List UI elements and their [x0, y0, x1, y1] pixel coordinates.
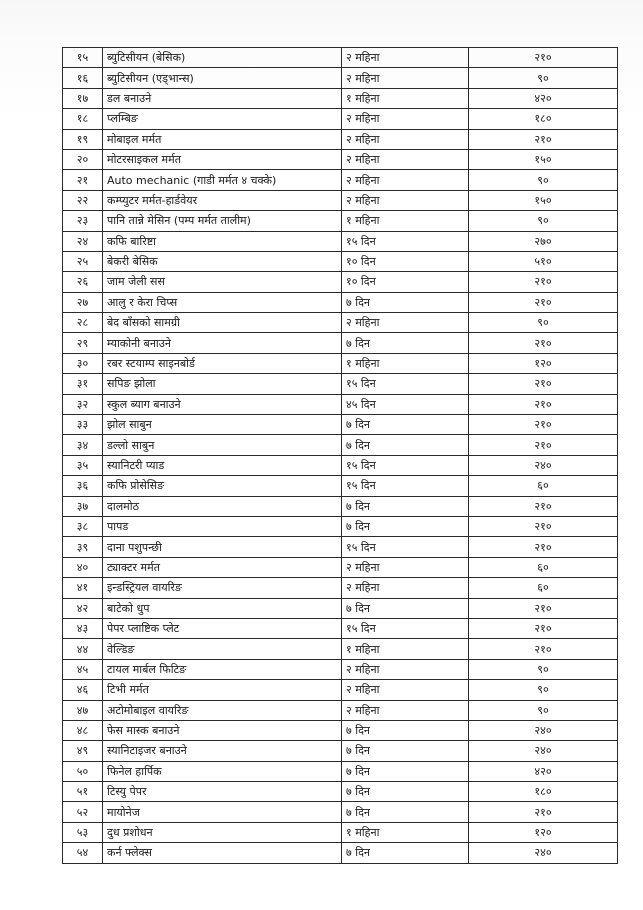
- training-cost: २१०: [469, 496, 618, 516]
- row-number: ५३: [63, 822, 103, 842]
- training-duration: १५ दिन: [342, 455, 469, 475]
- training-cost: १५०: [469, 149, 618, 169]
- table-row: [63, 700, 618, 720]
- table-row: [63, 48, 618, 68]
- training-cost: २१०: [469, 598, 618, 618]
- row-number: २३: [63, 211, 103, 231]
- table-row: [63, 272, 618, 292]
- training-name: जाम जेली सस: [103, 272, 342, 292]
- training-table: [62, 47, 618, 864]
- row-number: २५: [63, 251, 103, 271]
- training-name: कम्प्युटर मर्मत-हार्डवेयर: [103, 190, 342, 210]
- table-row: [63, 761, 618, 781]
- table-row: [63, 476, 618, 496]
- training-cost: २७०: [469, 231, 618, 251]
- training-duration: २ महिना: [342, 170, 469, 190]
- training-cost: १२०: [469, 353, 618, 373]
- training-name: ट्याक्टर मर्मत: [103, 557, 342, 577]
- row-number: १८: [63, 109, 103, 129]
- training-duration: १ महिना: [342, 353, 469, 373]
- training-duration: २ महिना: [342, 557, 469, 577]
- row-number: ४८: [63, 720, 103, 740]
- table-row: [63, 741, 618, 761]
- training-cost: १८०: [469, 109, 618, 129]
- table-row: [63, 618, 618, 638]
- training-duration: १५ दिन: [342, 231, 469, 251]
- training-name: कफि बारिष्टा: [103, 231, 342, 251]
- row-number: ४५: [63, 659, 103, 679]
- table-row: [63, 720, 618, 740]
- row-number: ३३: [63, 415, 103, 435]
- training-duration: १ महिना: [342, 822, 469, 842]
- training-cost: ९०: [469, 68, 618, 88]
- training-name: दालमोठ: [103, 496, 342, 516]
- training-name: टिस्यु पेपर: [103, 782, 342, 802]
- table-row: [63, 88, 618, 108]
- training-cost: २४०: [469, 741, 618, 761]
- training-duration: २ महिना: [342, 129, 469, 149]
- row-number: ३८: [63, 516, 103, 536]
- training-duration: ७ दिन: [342, 598, 469, 618]
- row-number: ५१: [63, 782, 103, 802]
- row-number: ४६: [63, 680, 103, 700]
- training-cost: २१०: [469, 537, 618, 557]
- training-name: ब्युटिसीयन (एड्भान्स): [103, 68, 342, 88]
- training-cost: ९०: [469, 700, 618, 720]
- training-duration: ७ दिन: [342, 435, 469, 455]
- table-row: [63, 353, 618, 373]
- table-row: [63, 598, 618, 618]
- training-cost: ६०: [469, 476, 618, 496]
- training-name: मायोनेज: [103, 802, 342, 822]
- training-cost: १५०: [469, 190, 618, 210]
- table-row: [63, 415, 618, 435]
- table-row: [63, 782, 618, 802]
- training-duration: २ महिना: [342, 190, 469, 210]
- training-name: कर्न फ्लेक्स: [103, 843, 342, 863]
- training-cost: ४२०: [469, 88, 618, 108]
- training-duration: १ महिना: [342, 639, 469, 659]
- training-cost: २१०: [469, 639, 618, 659]
- row-number: ४४: [63, 639, 103, 659]
- training-duration: ७ दिन: [342, 292, 469, 312]
- row-number: ३७: [63, 496, 103, 516]
- training-cost: २१०: [469, 333, 618, 353]
- row-number: १९: [63, 129, 103, 149]
- training-name: सपिङ झोला: [103, 374, 342, 394]
- table-row: [63, 659, 618, 679]
- table-row: [63, 170, 618, 190]
- table-row: [63, 537, 618, 557]
- training-name: मोबाइल मर्मत: [103, 129, 342, 149]
- training-name: कफि प्रोसेसिङ: [103, 476, 342, 496]
- training-cost: २१०: [469, 394, 618, 414]
- training-duration: २ महिना: [342, 578, 469, 598]
- table-row: [63, 190, 618, 210]
- training-cost: ९०: [469, 659, 618, 679]
- training-duration: २ महिना: [342, 109, 469, 129]
- table-row: [63, 394, 618, 414]
- training-name: बाटेको धुप: [103, 598, 342, 618]
- row-number: ४९: [63, 741, 103, 761]
- training-duration: २ महिना: [342, 149, 469, 169]
- training-name: मोटरसाइकल मर्मत: [103, 149, 342, 169]
- training-name: म्याकोनी बनाउने: [103, 333, 342, 353]
- training-duration: २ महिना: [342, 700, 469, 720]
- training-cost: २१०: [469, 374, 618, 394]
- training-name: दाना पशुपन्छी: [103, 537, 342, 557]
- table-row: [63, 68, 618, 88]
- row-number: ४७: [63, 700, 103, 720]
- row-number: १६: [63, 68, 103, 88]
- training-name: प्लम्बिङ: [103, 109, 342, 129]
- row-number: ४३: [63, 618, 103, 638]
- training-name: Auto mechanic (गाडी मर्मत ४ चक्के): [103, 170, 342, 190]
- table-row: [63, 149, 618, 169]
- training-cost: २१०: [469, 272, 618, 292]
- training-cost: २१०: [469, 435, 618, 455]
- training-duration: ७ दिन: [342, 333, 469, 353]
- row-number: २७: [63, 292, 103, 312]
- training-duration: १५ दिन: [342, 537, 469, 557]
- table-row: [63, 129, 618, 149]
- training-duration: २ महिना: [342, 313, 469, 333]
- row-number: ३१: [63, 374, 103, 394]
- training-cost: २१०: [469, 618, 618, 638]
- row-number: २१: [63, 170, 103, 190]
- training-duration: २ महिना: [342, 680, 469, 700]
- training-cost: २१०: [469, 516, 618, 536]
- table-row: [63, 374, 618, 394]
- training-duration: १ महिना: [342, 88, 469, 108]
- training-name: फेस मास्क बनाउने: [103, 720, 342, 740]
- training-name: स्यानिटरी प्याड: [103, 455, 342, 475]
- training-cost: २४०: [469, 455, 618, 475]
- row-number: ३२: [63, 394, 103, 414]
- training-duration: १० दिन: [342, 251, 469, 271]
- table-row: [63, 496, 618, 516]
- table-row: [63, 313, 618, 333]
- row-number: ५४: [63, 843, 103, 863]
- table-row: [63, 557, 618, 577]
- training-name: ब्युटिसीयन (बेसिक): [103, 48, 342, 68]
- training-name: बेकरी बेसिक: [103, 251, 342, 271]
- training-duration: १० दिन: [342, 272, 469, 292]
- training-name: टिभी मर्मत: [103, 680, 342, 700]
- training-cost: ९०: [469, 211, 618, 231]
- training-name: डल बनाउने: [103, 88, 342, 108]
- training-duration: ७ दिन: [342, 782, 469, 802]
- training-name: स्कुल ब्याग बनाउने: [103, 394, 342, 414]
- table-row: [63, 578, 618, 598]
- table-row: [63, 292, 618, 312]
- training-name: बेद बाँसको सामग्री: [103, 313, 342, 333]
- training-name: अटोमोबाइल वायरिङ: [103, 700, 342, 720]
- training-cost: १८०: [469, 782, 618, 802]
- row-number: ५०: [63, 761, 103, 781]
- row-number: ४२: [63, 598, 103, 618]
- training-cost: २४०: [469, 720, 618, 740]
- training-cost: २१०: [469, 415, 618, 435]
- training-duration: ७ दिन: [342, 741, 469, 761]
- training-cost: ९०: [469, 680, 618, 700]
- table-row: [63, 516, 618, 536]
- table-row: [63, 231, 618, 251]
- training-cost: ५१०: [469, 251, 618, 271]
- row-number: २०: [63, 149, 103, 169]
- training-cost: २१०: [469, 802, 618, 822]
- table-body: [63, 48, 618, 864]
- row-number: ३९: [63, 537, 103, 557]
- training-cost: ९०: [469, 313, 618, 333]
- row-number: ३६: [63, 476, 103, 496]
- training-cost: ४२०: [469, 761, 618, 781]
- training-duration: ७ दिन: [342, 516, 469, 536]
- training-name: टायल मार्बल फिटिङ: [103, 659, 342, 679]
- training-name: इन्डस्ट्रियल वायरिङ: [103, 578, 342, 598]
- table-row: [63, 455, 618, 475]
- training-cost: २१०: [469, 292, 618, 312]
- training-name: वेल्डिङ: [103, 639, 342, 659]
- training-duration: १५ दिन: [342, 374, 469, 394]
- training-name: रबर स्टयाम्प साइनबोर्ड: [103, 353, 342, 373]
- table-row: [63, 639, 618, 659]
- row-number: २८: [63, 313, 103, 333]
- table-row: [63, 822, 618, 842]
- training-cost: ६०: [469, 557, 618, 577]
- training-cost: २४०: [469, 843, 618, 863]
- table-row: [63, 680, 618, 700]
- training-name: पानि तान्ने मेसिन (पम्प मर्मत तालीम): [103, 211, 342, 231]
- row-number: २६: [63, 272, 103, 292]
- table-row: [63, 109, 618, 129]
- table-row: [63, 435, 618, 455]
- training-duration: ७ दिन: [342, 720, 469, 740]
- training-name: डल्लो साबुन: [103, 435, 342, 455]
- training-name: पेपर प्लाष्टिक प्लेट: [103, 618, 342, 638]
- training-name: दुध प्रशोधन: [103, 822, 342, 842]
- row-number: १५: [63, 48, 103, 68]
- training-cost: ९०: [469, 170, 618, 190]
- row-number: २२: [63, 190, 103, 210]
- row-number: १७: [63, 88, 103, 108]
- training-name: फिनेल हार्पिक: [103, 761, 342, 781]
- training-duration: ७ दिन: [342, 802, 469, 822]
- row-number: ४०: [63, 557, 103, 577]
- training-duration: २ महिना: [342, 68, 469, 88]
- training-cost: १२०: [469, 822, 618, 842]
- table-row: [63, 333, 618, 353]
- training-duration: २ महिना: [342, 48, 469, 68]
- table-row: [63, 843, 618, 863]
- row-number: ३०: [63, 353, 103, 373]
- training-cost: २१०: [469, 129, 618, 149]
- training-duration: ७ दिन: [342, 761, 469, 781]
- training-name: स्यानिटाइजर बनाउने: [103, 741, 342, 761]
- training-cost: २१०: [469, 48, 618, 68]
- row-number: ३५: [63, 455, 103, 475]
- training-name: आलु र केरा चिप्स: [103, 292, 342, 312]
- training-duration: १५ दिन: [342, 618, 469, 638]
- row-number: ५२: [63, 802, 103, 822]
- training-duration: १५ दिन: [342, 476, 469, 496]
- training-cost: ६०: [469, 578, 618, 598]
- table-row: [63, 251, 618, 271]
- training-name: झोल साबुन: [103, 415, 342, 435]
- table-row: [63, 802, 618, 822]
- row-number: २४: [63, 231, 103, 251]
- table-row: [63, 211, 618, 231]
- row-number: ३४: [63, 435, 103, 455]
- training-duration: २ महिना: [342, 659, 469, 679]
- training-duration: ७ दिन: [342, 496, 469, 516]
- training-duration: ४५ दिन: [342, 394, 469, 414]
- training-duration: ७ दिन: [342, 843, 469, 863]
- row-number: ४१: [63, 578, 103, 598]
- training-name: पापड: [103, 516, 342, 536]
- training-duration: १ महिना: [342, 211, 469, 231]
- training-duration: ७ दिन: [342, 415, 469, 435]
- row-number: २९: [63, 333, 103, 353]
